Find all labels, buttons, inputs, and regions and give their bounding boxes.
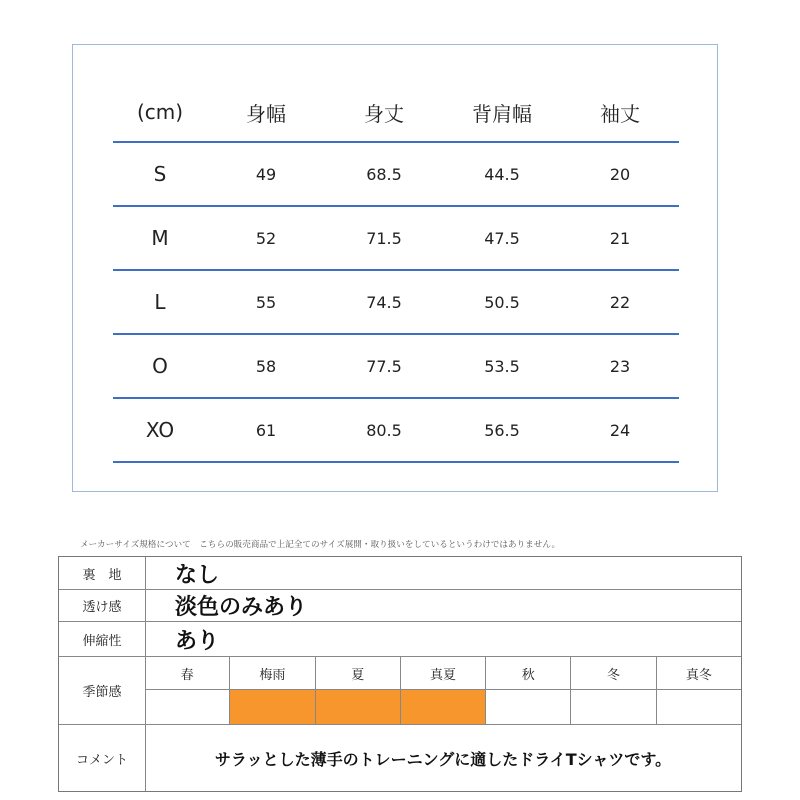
season-column xyxy=(401,657,486,724)
comment-label: コメント xyxy=(59,725,146,791)
season-indicator-active xyxy=(230,690,314,724)
table-rule xyxy=(113,461,679,463)
season-indicator xyxy=(486,690,570,724)
season-grid xyxy=(145,657,741,724)
table-cell: 21 xyxy=(609,228,631,248)
table-row xyxy=(113,271,679,333)
season-name: 真夏 xyxy=(401,657,485,690)
table-row xyxy=(113,207,679,269)
season-indicator xyxy=(657,690,741,724)
comment-value: サラッとした薄手のトレーニングに適したドライTシャツです。 xyxy=(214,749,672,769)
header-chest-width: 身幅 xyxy=(246,101,286,126)
table-cell: 58 xyxy=(255,356,277,376)
table-cell: 71.5 xyxy=(366,228,402,248)
table-cell: 61 xyxy=(255,420,277,440)
table-cell: 44.5 xyxy=(484,164,520,184)
stretch-value: あり xyxy=(175,628,220,654)
table-cell: 20 xyxy=(609,164,631,184)
table-cell: 50.5 xyxy=(484,292,520,312)
sheerness-value-cell xyxy=(145,590,741,621)
table-cell: 56.5 xyxy=(484,420,520,440)
season-column xyxy=(230,657,315,724)
season-column xyxy=(316,657,401,724)
season-row xyxy=(59,657,741,725)
comment-row xyxy=(59,725,741,791)
table-cell: 22 xyxy=(609,292,631,312)
season-column xyxy=(145,657,230,724)
season-name: 春 xyxy=(145,657,229,690)
unit-header: (cm) xyxy=(136,100,184,124)
size-label: XO xyxy=(145,418,175,442)
season-name: 真冬 xyxy=(657,657,741,690)
sheerness-value: 淡色のみあり xyxy=(175,595,308,620)
stretch-value-cell xyxy=(145,622,741,656)
stretch-row xyxy=(59,622,741,657)
season-label: 季節感 xyxy=(59,657,146,724)
table-cell: 47.5 xyxy=(484,228,520,248)
table-cell: 55 xyxy=(255,292,277,312)
product-info-table xyxy=(58,556,742,792)
header-shoulder-width: 背肩幅 xyxy=(472,101,532,126)
lining-value-cell xyxy=(145,557,741,589)
table-cell: 52 xyxy=(255,228,277,248)
lining-row xyxy=(59,557,741,590)
table-cell: 74.5 xyxy=(366,292,402,312)
table-row xyxy=(113,335,679,397)
table-cell: 23 xyxy=(609,356,631,376)
size-label: M xyxy=(151,226,169,250)
season-column xyxy=(571,657,656,724)
table-row xyxy=(113,143,679,205)
table-cell: 24 xyxy=(609,420,631,440)
season-name: 夏 xyxy=(316,657,400,690)
season-indicator-active xyxy=(316,690,400,724)
header-sleeve-length: 袖丈 xyxy=(600,101,640,126)
header-body-length: 身丈 xyxy=(364,101,404,126)
season-name: 梅雨 xyxy=(230,657,314,690)
season-indicator xyxy=(145,690,229,724)
season-indicator-active xyxy=(401,690,485,724)
size-label: L xyxy=(154,290,166,314)
table-cell: 77.5 xyxy=(366,356,402,376)
sheerness-label: 透け感 xyxy=(59,590,146,621)
size-label: S xyxy=(153,162,167,186)
lining-value: なし xyxy=(175,562,220,588)
season-name: 秋 xyxy=(486,657,570,690)
season-name: 冬 xyxy=(571,657,655,690)
size-note: メーカーサイズ規格について こちらの販売商品で上記全てのサイズ展開・取り扱いをしているというわけではありません。 xyxy=(80,540,561,550)
table-cell: 68.5 xyxy=(366,164,402,184)
size-table-header xyxy=(113,83,679,141)
season-column xyxy=(486,657,571,724)
table-cell: 80.5 xyxy=(366,420,402,440)
season-indicator xyxy=(571,690,655,724)
table-cell: 49 xyxy=(255,164,277,184)
size-chart-panel xyxy=(72,44,718,492)
season-column xyxy=(657,657,741,724)
table-row xyxy=(113,399,679,461)
stretch-label: 伸縮性 xyxy=(59,622,146,656)
lining-label: 裏 地 xyxy=(59,557,146,589)
sheerness-row xyxy=(59,590,741,622)
size-label: O xyxy=(152,354,168,378)
table-cell: 53.5 xyxy=(484,356,520,376)
size-table xyxy=(113,83,679,463)
